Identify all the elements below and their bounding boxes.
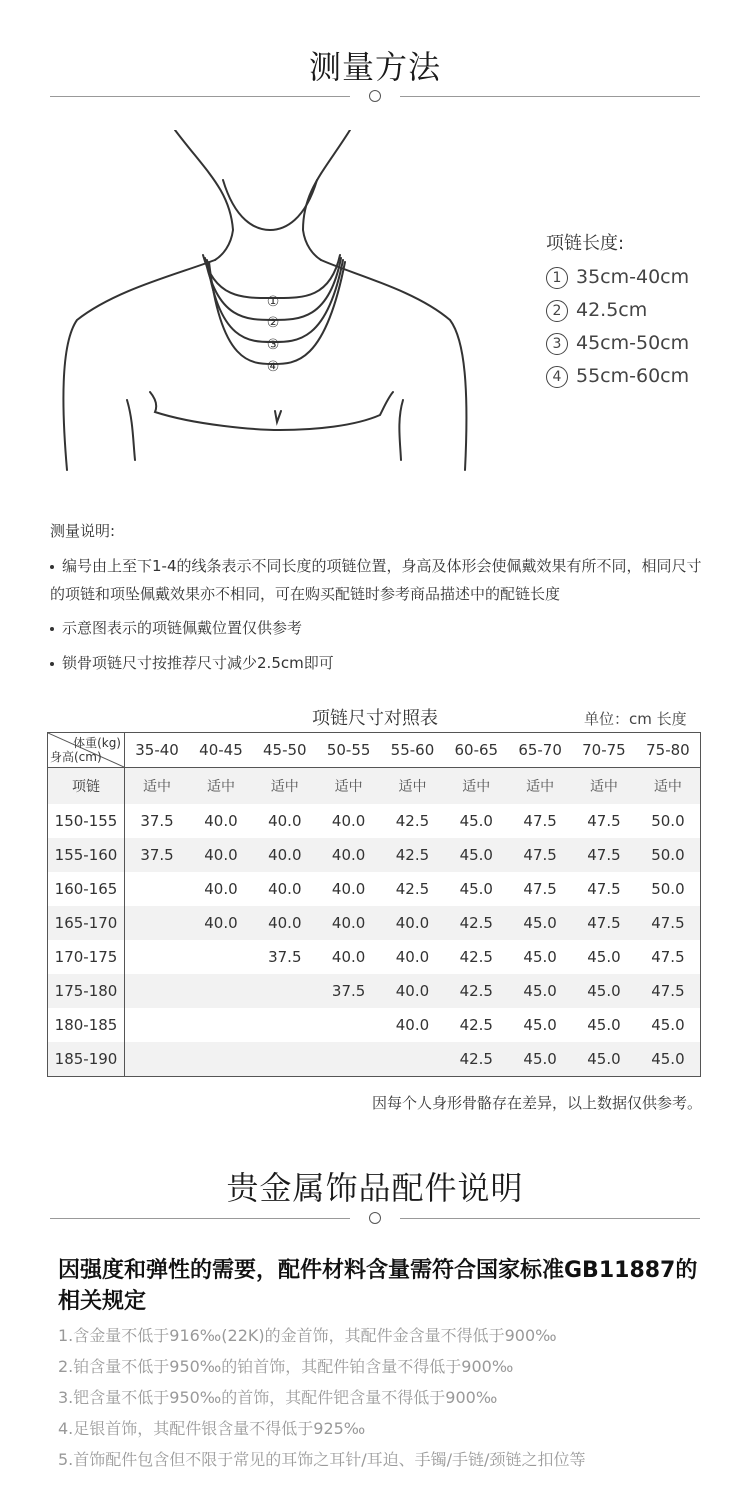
- weight-header: 75-80: [636, 733, 701, 768]
- table-header-row: [48, 733, 701, 768]
- neck-illustration: [55, 130, 505, 490]
- title-divider: [50, 88, 700, 104]
- table-row: 175-180 37.5 40.0 42.5 45.0 45.0 47.5: [48, 974, 701, 1008]
- weight-header: 50-55: [317, 733, 381, 768]
- title-divider: [50, 1210, 700, 1226]
- table-unit: 单位：cm 长度: [584, 710, 687, 728]
- precious-title: 贵金属饰品配件说明: [226, 1169, 524, 1207]
- legend-item: 4 55cm-60cm: [546, 365, 689, 388]
- table-row: 180-185 40.0 42.5 45.0 45.0 45.0: [48, 1008, 701, 1042]
- table-sub-row: 项链 适中 适中 适中 适中 适中 适中 适中 适中 适中: [48, 768, 701, 805]
- illus-label-4: ④: [266, 359, 280, 375]
- size-table: [47, 732, 701, 1077]
- rule-item: 5.首饰配件包含但不限于常见的耳饰之耳针/耳迫、手镯/手链/颈链之扣位等: [58, 1450, 586, 1469]
- weight-header: 60-65: [444, 733, 508, 768]
- table-title: 项链尺寸对照表: [312, 708, 438, 729]
- table-corner: 体重(kg) 身高(cm): [48, 733, 125, 768]
- rule-item: 4.足银首饰，其配件银含量不得低于925‰: [58, 1419, 366, 1438]
- illus-label-1: ①: [266, 294, 280, 310]
- weight-header: 40-45: [189, 733, 253, 768]
- notes-title: 测量说明:: [50, 522, 116, 540]
- note-item: 锁骨项链尺寸按推荐尺寸减少2.5cm即可: [50, 649, 710, 677]
- weight-header: 55-60: [381, 733, 445, 768]
- table-row: 155-160 37.5 40.0 40.0 40.0 42.5 45.0 47.5 47.5 50.0: [48, 838, 701, 872]
- weight-header: 45-50: [253, 733, 317, 768]
- table-row: 170-175 37.5 40.0 40.0 42.5 45.0 45.0 47.5: [48, 940, 701, 974]
- legend-item: 3 45cm-50cm: [546, 332, 689, 355]
- measure-title: 测量方法: [308, 48, 441, 86]
- note-item: 编号由上至下1-4的线条表示不同长度的项链位置，身高及体形会使佩戴效果有所不同，相同尺寸的项链和项坠佩戴效果亦不相同，可在购买配链时参考商品描述中的配链长度: [50, 557, 702, 603]
- illus-label-2: ②: [266, 315, 280, 331]
- rule-item: 1.含金量不低于916‰(22K)的金首饰，其配件金含量不得低于900‰: [58, 1326, 557, 1345]
- precious-headline: 因强度和弹性的需要，配件材料含量需符合国家标准GB11887的相关规定: [58, 1258, 698, 1314]
- weight-header: 65-70: [508, 733, 572, 768]
- illus-label-3: ③: [266, 337, 280, 353]
- note-item: 示意图表示的项链佩戴位置仅供参考: [50, 614, 710, 642]
- rule-item: 3.钯含量不低于950‰的首饰，其配件钯含量不得低于900‰: [58, 1388, 498, 1407]
- table-row: 160-165 40.0 40.0 40.0 42.5 45.0 47.5 47.5 50.0: [48, 872, 701, 906]
- rule-item: 2.铂含量不低于950‰的铂首饰，其配件铂含量不得低于900‰: [58, 1357, 514, 1376]
- legend-item: 2 42.5cm: [546, 299, 647, 322]
- table-row: 165-170 40.0 40.0 40.0 40.0 42.5 45.0 47.5 47.5: [48, 906, 701, 940]
- weight-header: 35-40: [125, 733, 190, 768]
- weight-header: 70-75: [572, 733, 636, 768]
- legend-title: 项链长度:: [546, 233, 625, 254]
- table-row: 185-190 42.5 45.0 45.0 45.0: [48, 1042, 701, 1077]
- table-row: 150-155 37.5 40.0 40.0 40.0 42.5 45.0 47.5 47.5 50.0: [48, 804, 701, 838]
- table-disclaimer: 因每个人身形骨骼存在差异，以上数据仅供参考。: [371, 1094, 702, 1112]
- legend-item: 1 35cm-40cm: [546, 266, 689, 289]
